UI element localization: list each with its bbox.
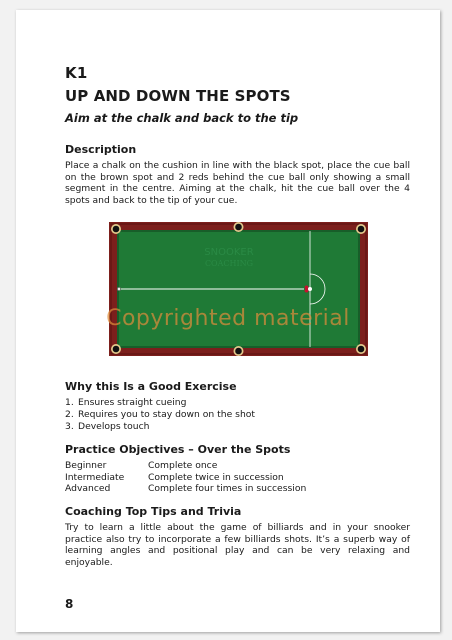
- level-goal: Complete twice in succession: [148, 471, 284, 483]
- level-row: [65, 460, 410, 472]
- description-heading: Description: [65, 143, 137, 156]
- why-list: [65, 397, 410, 432]
- list-item-text: Requires you to stay down on the shot: [78, 409, 255, 421]
- level-name: Advanced: [65, 483, 111, 495]
- page-content: [65, 64, 410, 569]
- level-row: [65, 472, 410, 484]
- snooker-logo-line1: SNOOKER: [204, 247, 254, 259]
- snooker-table-svg: [109, 222, 368, 356]
- objectives-levels: [65, 460, 410, 495]
- snooker-table-diagram: [109, 222, 368, 356]
- list-item-text: Ensures straight cueing: [78, 397, 187, 409]
- chalk-marker: [118, 288, 121, 291]
- list-item-text: Develops touch: [78, 420, 150, 432]
- why-heading: Why this Is a Good Exercise: [65, 380, 237, 394]
- level-goal: Complete four times in succession: [148, 483, 307, 495]
- tips-heading: Coaching Top Tips and Trivia: [65, 505, 242, 519]
- exercise-subtitle: Aim at the chalk and back to the tip: [65, 111, 299, 125]
- exercise-code: K1: [65, 64, 88, 82]
- tips-text: Try to learn a little about the game of billiards and in your snooker practice also try to incorporate a few billiards shots. It’s a superb way of learning angles and positional play and can be very relaxing and enjoyable.: [65, 522, 410, 568]
- pocket-bottom-right: [358, 346, 365, 353]
- exercise-title: UP AND DOWN THE SPOTS: [65, 87, 291, 105]
- pocket-bottom-middle: [235, 348, 242, 355]
- book-page: [16, 10, 440, 632]
- list-item: [65, 421, 410, 433]
- cue-ball: [308, 287, 312, 291]
- copyright-watermark: Copyrighted material: [106, 306, 350, 331]
- pocket-top-right: [358, 226, 365, 233]
- list-item-number: 3.: [65, 420, 74, 432]
- pocket-top-left: [113, 226, 120, 233]
- level-row: [65, 483, 410, 495]
- pocket-top-middle: [235, 224, 242, 231]
- page-number: 8: [65, 597, 74, 611]
- list-item-number: 1.: [65, 397, 74, 409]
- level-goal: Complete once: [148, 459, 218, 471]
- list-item: [65, 409, 410, 421]
- list-item-number: 2.: [65, 409, 74, 421]
- pocket-bottom-left: [113, 346, 120, 353]
- level-name: Beginner: [65, 459, 107, 471]
- list-item: [65, 397, 410, 409]
- snooker-logo-line2: COACHING: [204, 259, 254, 269]
- level-name: Intermediate: [65, 471, 125, 483]
- red-ball: [305, 289, 309, 293]
- description-text: Place a chalk on the cushion in line with the black spot, place the cue ball on the brown spot and 2 reds behind the cue ball only showing a small segment in the centre. Aiming at the chalk, hit the cue ball over the 4 spots and back to the tip of your cue.: [65, 160, 410, 206]
- objectives-heading: Practice Objectives – Over the Spots: [65, 442, 291, 456]
